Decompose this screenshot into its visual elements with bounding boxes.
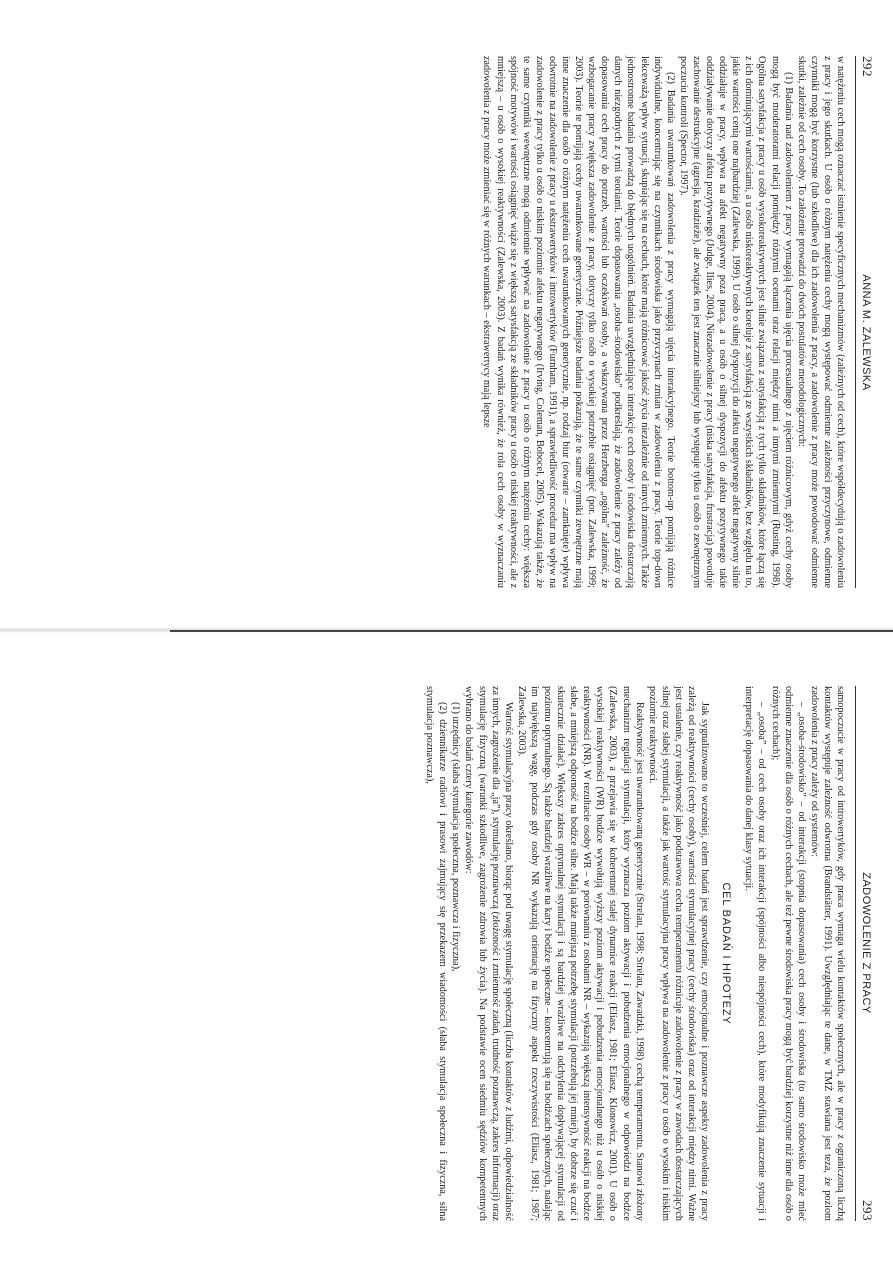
paragraph: Jak sygnalizowano to wcześniej, celem badań jest sprawdzenie, czy emocjonalne i poznawcze aspekty zadowolenia z pracy zależą od reaktywności (cechy osoby), wartości stymulacyjnej pracy (cechy środowiska) oraz od interakcji między nimi. Ważne jest ustalenie, czy reaktywność jako podstawowa cecha temperamentu różnicuje zadowolenie z pracy w zawodach dostarczających silnej oraz słabej stymulacji, a także jak wartość stymulacyjna pracy wpływa na zadowolenie z pracy u osób o wysokim i niskim poziomie reaktywności. — [646, 686, 711, 1221]
page-292-sheet — [0, 0, 893, 630]
paragraph: w natężeniu cech mogą oznaczać istnienie specyficznych mechanizmów (zależnych od cech), które współdecydują o zadowoleniu z pracy i jego skutkach. U osób o różnym natężeniu cechy mogą występować odmienne zależności przyczynowe, odmienne czynniki mogą być korzystne (lub szkodliwe) dla ich zadowolenia z pracy, a zadowolenie z pracy może powodować odmienne skutki, zależnie od cech osoby. To założenie prowadzi do dwóch postulatów metodologicznych: — [795, 56, 846, 588]
paragraph: – „osoba” – od cech osoby oraz ich interakcji (spójności albo niespójności cech), które modyfikują znaczenie sytuacji i interpretację dopasowania do danej klasy sytuacji. — [743, 686, 768, 1221]
paragraph: Reaktywność jest uwarunkowaną genetycznie (Strelau, 1998; Strelau, Zawadzki, 1998) cechą temperamentu. Stanowi złożony mechanizm regulacji stymulacji, który wyznacza poziom aktywacji i pobudzenia emocjonalnego w odpowiedzi na bodźce (Zalewska, 2003), a przejawia się w koherentnej stałej dynamice reakcji (Eliasz, 1981; Eliasz, Klonowicz, 2001). U osób o wysokiej reaktywności (WR) bodźce wywołują wyższy poziom aktywacji i pobudzenia emocjonalnego niż u osób o niskiej reaktywności (NR). W rezultacie osoby WR – w porównaniu z osobami NR – wykazują większą intensywność reakcji na bodźce słabe, a mniejszą odporność na bodźce silne. Mają także mniejszą potrzebę stymulacji (potrzebują jej mniej), by dobrze się czuć i skutecznie działać). Większy zakres optymalnej stymulacji i są bardziej wrażliwe na odchylenia dopływającej stymulacji od poziomu optymalnego. Są także bardziej wrażliwe na kary i bodźce społeczne – koncentrują się na bodźcach społecznych, nadając im największą wagę, podczas gdy osoby NR wykazują orientację na fizyczny aspekt rzeczywistości (Eliasz, 1981; 1987; Zalewska, 2003). — [515, 686, 645, 1221]
section-heading: CEL BADAŃ I HIPOTEZY — [720, 882, 733, 1025]
paragraph: – „osoba–środowisko” – od interakcji (stopnia dopasowania) cech osoby i środowiska (to samo środowisko może mieć odmienne znaczenie dla osób o różnych cechach, ale też pewne środowiska pracy mogą być bardziej korzystne niż inne dla osób o różnych cechach); — [769, 686, 807, 1221]
page-number-left: 292 — [860, 56, 875, 77]
running-head-left — [855, 56, 875, 588]
page-number-right: 293 — [860, 1200, 875, 1221]
page-293-rotated — [0, 630, 893, 1263]
paragraph: samopoczucie w pracy od introwertyków, gdy praca wymaga wielu kontaktów społecznych, ale w pracy z ograniczoną liczbą kontaktów występuje zależność odwrotna (Brandstätter, 1991). Uwzględniając te dane, w TMŻ stawiana jest teza, że poziom zadowolenia z pracy zależy od systemów: — [808, 686, 846, 1221]
paragraph: (1) Badania nad zadowoleniem z pracy wymagają łączenia ujęcia procesualnego z ujęciem różnicowym, gdyż cechy osoby mogą być moderatorami relacji pomiędzy różnymi ocenami oraz relacji między nimi a innymi zmiennymi (Rusting, 1998). Ogólna satysfakcja z pracy u osób wysokoreaktywnych jest silnie związana z satysfakcją z tych tylko składników, które łączą się z ich dominującymi wartościami, a u osób niskoreaktywnych koreluje z satysfakcją ze wszystkich składników, bez względu na to, jakie wartości cenią one najbardziej (Zalewska, 1999). U osób o silnej dyspozycji do afektu negatywnego afekt negatywny silnie oddziałuje w pracy, wpływa na afekt negatywny poza pracą, a u osób o silnej dyspozycji do afektu pozytywnego takie oddziaływanie dotyczy afektu pozytywnego (Judge, Ilies, 2004). Niezadowolenie z pracy (niska satysfakcja, frustracja) powoduje zachowanie destrukcyjne (agresja, kradzieże), ale związek ten jest znacznie silniejszy lub występuje tylko u osób o zewnętrznym poczuciu kontroli (Spector, 1997). — [677, 56, 794, 588]
page-292-rotated — [0, 0, 893, 630]
page-293-body — [423, 686, 847, 1221]
paragraph: Wartość stymulacyjna pracy określano, biorąc pod uwagę stymulację społeczną (liczba kontaktów z ludźmi, odpowiedzialność za innych, zagrożenie dla „ja”), stymulację poznawczą (złożoność i zmienność zadań, trudność poznawczą, zakres informacji) oraz stymulację fizyczną (warunki szkodliwe, zagrożenie zdrowia lub życia). Na podstawie ocen siedmiu sędziów kompetentnych wybrano do badań cztery kategorie zawodów: — [463, 686, 514, 1221]
page-293 — [0, 630, 893, 1263]
running-head-author: ANNA M. ZALEWSKA — [860, 274, 872, 391]
page-292-body — [480, 56, 847, 588]
page-293-sheet — [0, 630, 893, 1263]
running-head-title: ZADOWOLENIE Z PRACY — [860, 872, 872, 1014]
list-item: (2) dziennikarze radiowi i prasowi zajmujący się przekazem wiadomości (słaba stymulacja społeczna i fizyczna, silna stymulacja poznawcza), — [424, 686, 449, 1221]
paragraph: (2) Badania uwarunkowań zadowolenia z pracy wymagają ujęcia interakcyjnego. Teorie bottom-up pomijają różnice indywidualne, koncentrując się na czynnikach środowiska jako przyczynach zmian w zadowoleniu z pracy. Teorie top-down lekceważą wpływ sytuacji, skupiając się na cechach, które mają różnicować jakość życia niezależnie od innych zmiennych. Także jednostronne badania prowadzą do błędnych uogólnień. Badania uwzględniające interakcje cech osoby i środowiska dostarczają danych niezgodnych z tymi teoriami. Teorie dopasowania „osoba–środowisko” podkreślają, że zadowolenie z pracy zależy od dopasowania cech pracy do potrzeb, wartości lub oczekiwań osoby, a wskazywana przez Herzberga „ogólna” zależność, że wzbogacanie pracy zwiększa zadowolenie z pracy, dotyczy tylko osób o wysokiej potrzebie osiągnięć (por. Zalewska, 1999; 2003). Teorie te pomijają cechy uwarunkowane genetycznie. Późniejsze badania pokazują, że te same czynniki zewnętrzne mają inne znaczenie dla osób o różnym natężeniu cech uwarunkowanych genetycznie, np. rodzaj biur (otwarte – zamknięte) wpływa odwrotnie na zadowolenie z pracy u ekstrawertyków i introwertyków (Furnham, 1991), a sprawiedliwość procedur ma wpływ na zadowolenie z pracy tylko u osób o niskim poziomie afektu negatywnego (Irving, Coleman, Bobocel, 2005). Wskazują także, że te same czynniki wewnętrzne mogą odmiennie wpływać na zadowolenie z pracy u osób o różnym natężeniu cechy: większa spójność motywów i wartości osiągnięć wiąże się z większą satysfakcją ze składników pracy u osób o niskiej reaktywności, ale z mniejszą – u osób o wysokiej reaktywności (Zalewska, 2003). Z badań wynika również, że rola cech osoby w wyznaczaniu zadowolenia z pracy może zmieniać się w różnych warunkach – ekstrawertycy mają lepsze — [481, 56, 676, 588]
list-item: (1) urzędnicy (słaba stymulacja społeczna, poznawcza i fizyczna), — [450, 702, 462, 972]
running-head-right — [855, 686, 875, 1221]
page-292 — [0, 0, 893, 630]
